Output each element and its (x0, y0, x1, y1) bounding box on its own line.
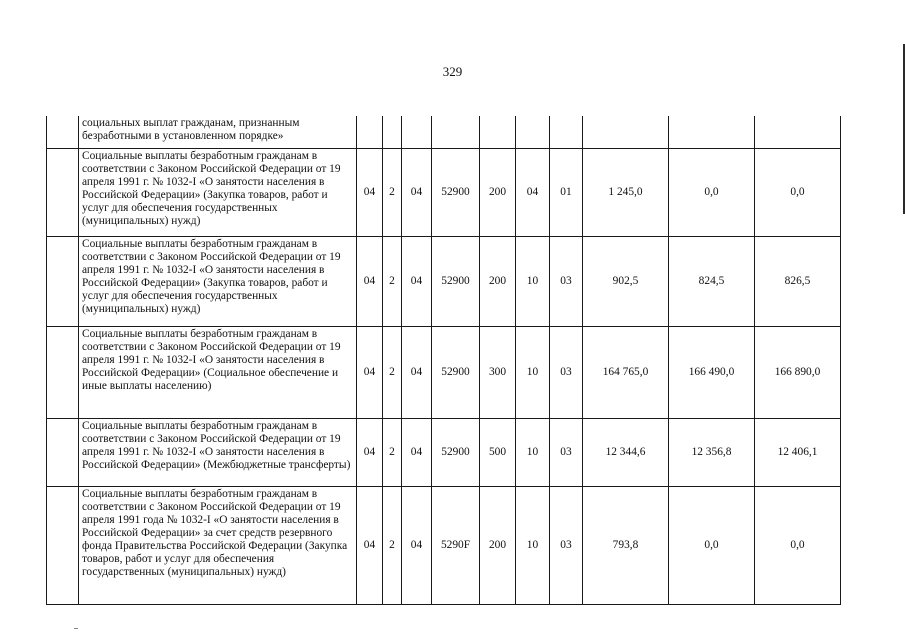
row-description: Социальные выплаты безработным гражданам в соответствии с Законом Российской Федерации от 19 апреля 1991 года № 1032-I «О занятости населения в Российской Федерации» за счет средств резервного фонда Правительства Российской Федерации (Закупка товаров, работ и услуг для обеспечения государственных (муниципальных) нужд) (79, 486, 357, 604)
table-body (47, 116, 841, 604)
scan-speck (74, 628, 78, 629)
program-code-cell: 2 (383, 236, 402, 326)
page-number: 329 (442, 64, 463, 79)
program-code-cell: 2 (383, 148, 402, 236)
row-description: Социальные выплаты безработным гражданам в соответствии с Законом Российской Федерации от 19 апреля 1991 г. № 1032-I «О занятости населения в Российской Федерации» (Закупка товаров, работ и услуг для обеспечения государственных (муниципальных) нужд) (79, 148, 357, 236)
amount-year-2-cell: 12 356,8 (669, 418, 755, 486)
chapter-code-cell: 10 (516, 326, 550, 418)
subsection-code-cell: 01 (550, 148, 583, 236)
row-number-cell (47, 148, 79, 236)
expense-type-code-cell: 200 (480, 148, 516, 236)
subprogram-code-cell: 04 (402, 418, 432, 486)
direction-code-cell: 52900 (432, 148, 480, 236)
row-number-cell (47, 418, 79, 486)
expense-type-code-cell: 200 (480, 236, 516, 326)
subprogram-code-cell: 04 (402, 326, 432, 418)
section-code-cell: 04 (357, 236, 383, 326)
amount-year-1-cell: 902,5 (583, 236, 669, 326)
section-code-cell: 04 (357, 486, 383, 604)
table-row (47, 418, 841, 486)
subsection-code-cell: 03 (550, 486, 583, 604)
table-row (47, 486, 841, 604)
table-row (47, 326, 841, 418)
row-number-cell (47, 116, 79, 148)
table-row (47, 148, 841, 236)
amount-year-1-cell: 12 344,6 (583, 418, 669, 486)
chapter-code-cell: 10 (516, 418, 550, 486)
chapter-code-cell: 10 (516, 486, 550, 604)
amount-year-3-cell: 166 890,0 (755, 326, 841, 418)
amount-year-2-cell: 0,0 (669, 486, 755, 604)
direction-code-cell (432, 116, 480, 148)
direction-code-cell: 5290F (432, 486, 480, 604)
direction-code-cell: 52900 (432, 326, 480, 418)
section-code-cell: 04 (357, 326, 383, 418)
row-number-cell (47, 236, 79, 326)
program-code-cell: 2 (383, 326, 402, 418)
row-description: социальных выплат гражданам, признанным безработными в установленном порядке» (79, 116, 357, 148)
amount-year-3-cell: 12 406,1 (755, 418, 841, 486)
subprogram-code-cell: 04 (402, 236, 432, 326)
chapter-code-cell (516, 116, 550, 148)
amount-year-2-cell: 0,0 (669, 148, 755, 236)
subsection-code-cell (550, 116, 583, 148)
expense-type-code-cell (480, 116, 516, 148)
expense-type-code-cell: 500 (480, 418, 516, 486)
subsection-code-cell: 03 (550, 236, 583, 326)
chapter-code-cell: 10 (516, 236, 550, 326)
expense-type-code-cell: 200 (480, 486, 516, 604)
subsection-code-cell: 03 (550, 418, 583, 486)
direction-code-cell: 52900 (432, 418, 480, 486)
amount-year-3-cell: 0,0 (755, 148, 841, 236)
table-row (47, 236, 841, 326)
row-description: Социальные выплаты безработным гражданам в соответствии с Законом Российской Федерации от 19 апреля 1991 г. № 1032-I «О занятости населения в Российской Федерации» (Межбюджетные трансферты) (79, 418, 357, 486)
amount-year-1-cell: 164 765,0 (583, 326, 669, 418)
amount-year-2-cell (669, 116, 755, 148)
amount-year-3-cell: 826,5 (755, 236, 841, 326)
chapter-code-cell: 04 (516, 148, 550, 236)
budget-table (46, 116, 841, 605)
program-code-cell: 2 (383, 418, 402, 486)
amount-year-1-cell: 1 245,0 (583, 148, 669, 236)
section-code-cell: 04 (357, 418, 383, 486)
section-code-cell (357, 116, 383, 148)
program-code-cell (383, 116, 402, 148)
amount-year-1-cell (583, 116, 669, 148)
expense-type-code-cell: 300 (480, 326, 516, 418)
direction-code-cell: 52900 (432, 236, 480, 326)
row-number-cell (47, 326, 79, 418)
subprogram-code-cell (402, 116, 432, 148)
amount-year-3-cell: 0,0 (755, 486, 841, 604)
table-row (47, 116, 841, 148)
subsection-code-cell: 03 (550, 326, 583, 418)
section-code-cell: 04 (357, 148, 383, 236)
row-number-cell (47, 486, 79, 604)
amount-year-2-cell: 166 490,0 (669, 326, 755, 418)
subprogram-code-cell: 04 (402, 486, 432, 604)
row-description: Социальные выплаты безработным гражданам в соответствии с Законом Российской Федерации от 19 апреля 1991 г. № 1032-I «О занятости населения в Российской Федерации» (Социальное обеспечение и иные выплаты населению) (79, 326, 357, 418)
amount-year-2-cell: 824,5 (669, 236, 755, 326)
program-code-cell: 2 (383, 486, 402, 604)
amount-year-3-cell (755, 116, 841, 148)
subprogram-code-cell: 04 (402, 148, 432, 236)
row-description: Социальные выплаты безработным гражданам в соответствии с Законом Российской Федерации от 19 апреля 1991 г. № 1032-I «О занятости населения в Российской Федерации» (Закупка товаров, работ и услуг для обеспечения государственных (муниципальных) нужд) (79, 236, 357, 326)
amount-year-1-cell: 793,8 (583, 486, 669, 604)
